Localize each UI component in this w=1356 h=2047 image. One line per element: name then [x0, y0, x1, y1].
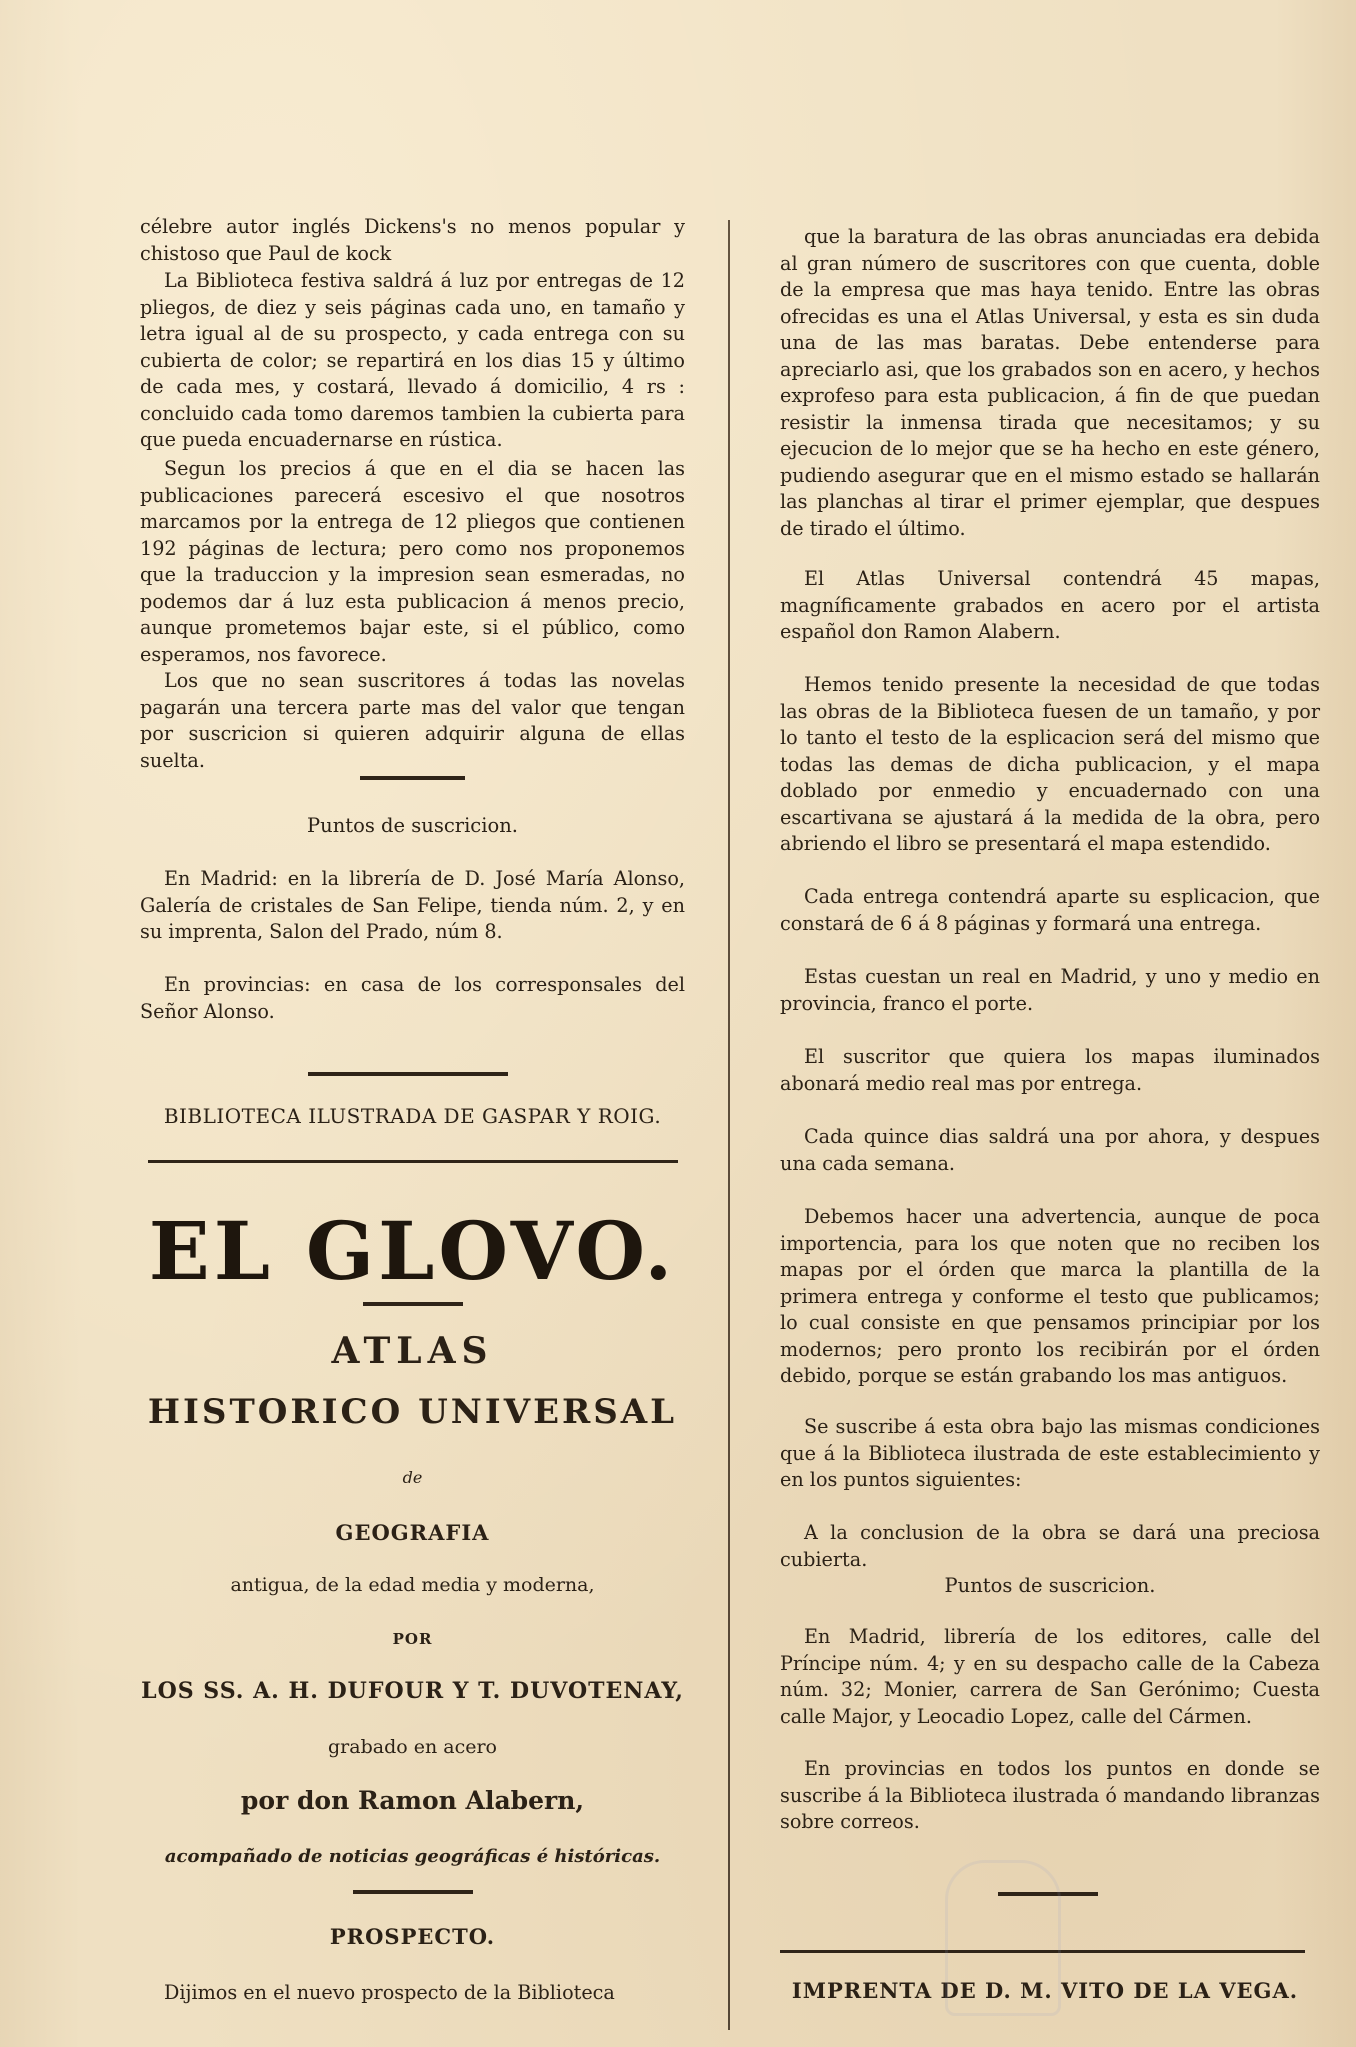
- right-paragraph-8: Debemos hacer una advertencia, aunque de poca importencia, para los que noten que no reciben los mapas por el órden que marca la plantilla de la primera entrega y conforme el testo que publicamos; lo cual consiste en que pensamos principiar por los modernos; pero pronto los recibirán por el órden debido, porque se están grabando los mas antiguos.: [780, 1205, 1320, 1387]
- right-paragraph-4: Cada entrega contendrá aparte su esplicacion, que constará de 6 á 8 páginas y formará una entrega.: [780, 885, 1320, 935]
- acompanado-line: acompañado de noticias geográficas é históricas.: [164, 1846, 661, 1867]
- authors-line: LOS SS. A. H. DUFOUR Y T. DUVOTENAY,: [141, 1678, 684, 1704]
- right-paragraph-7: Cada quince dias saldrá una por ahora, y despues una cada semana.: [780, 1125, 1320, 1175]
- right-paragraph-6: El suscritor que quiera los mapas iluminados abonará medio real mas por entrega.: [780, 1045, 1320, 1095]
- library-stamp-watermark: [945, 1860, 1061, 2016]
- left-paragraph-1: célebre autor inglés Dickens's no menos popular y chistoso que Paul de kock: [140, 215, 685, 265]
- left-subscription-heading: Puntos de suscricion.: [307, 814, 518, 837]
- atlas-heading: ATLAS: [331, 1330, 494, 1372]
- ornament-rule: [308, 1072, 508, 1076]
- right-provinces-points: En provincias en todos los puntos en donde se suscribe á la Biblioteca ilustrada ó mandando libranzas sobre correos.: [780, 1757, 1320, 1833]
- publication-title: EL GLOVO.: [148, 1204, 677, 1298]
- section-rule: [148, 1160, 678, 1163]
- left-provinces-points: En provincias: en casa de los corresponsales del Señor Alonso.: [140, 973, 685, 1023]
- right-paragraph-1: que la baratura de las obras anunciadas era debida al gran número de suscritores con que cuenta, doble de la empresa que mas haya tenido. Entre las obras ofrecidas es una el Atlas Universal, y esta es sin duda una de las mas baratas. Debe entenderse para apreciarlo asi, que los grabados son en acero, y hechos exprofeso para esta publicacion, á fin de que puedan resistir la inmensa tirada que necesitamos; y su ejecucion de lo mejor que se ha hecho en este género, pudiendo asegurar que en el mismo estado se hallarán las planchas al tirar el primer ejemplar, que despues de tirado el último.: [780, 225, 1320, 540]
- short-rule: [360, 776, 465, 780]
- left-madrid-points: En Madrid: en la librería de D. José María Alonso, Galería de cristales de San Felipe, tienda núm. 2, y en su imprenta, Salon del Prado, núm 8.: [140, 867, 685, 943]
- de-label: de: [402, 1468, 423, 1487]
- right-paragraph-5: Estas cuestan un real en Madrid, y uno y medio en provincia, franco el porte.: [780, 965, 1320, 1015]
- left-paragraph-3: Segun los precios á que en el dia se hacen las publicaciones parecerá escesivo el que nosotros marcamos por la entrega de 12 pliegos que contienen 192 páginas de lectura; pero como nos proponemos que la traduccion y la impresion sean esmeradas, no podemos dar á luz esta publicacion á menos precio, aunque prometemos bajar este, si el público, como esperamos, nos favorece.: [140, 457, 685, 666]
- right-paragraph-3: Hemos tenido presente la necesidad de que todas las obras de la Biblioteca fuesen de un tamaño, y por lo tanto el testo de la esplicacion será del mismo que todas las demas de dicha publicacion, y el mapa doblado por enmedio y encuadernado con una escartivana se ajustará á la medida de la obra, pero abriendo el libro se presentará el mapa estendido.: [780, 673, 1320, 855]
- left-paragraph-4: Los que no sean suscritores á todas las novelas pagarán una tercera parte mas del valor que tengan por suscricion si quieren adquirir alguna de ellas suelta.: [140, 669, 685, 772]
- antigua-line: antigua, de la edad media y moderna,: [230, 1574, 595, 1596]
- historico-universal-heading: HISTORICO UNIVERSAL: [147, 1392, 678, 1432]
- prospecto-heading: PROSPECTO.: [329, 1924, 496, 1949]
- left-prospecto-start: Dijimos en el nuevo prospecto de la Biblioteca: [164, 1981, 615, 2004]
- prospecto-rule: [353, 1890, 473, 1894]
- engraver-line: por don Ramon Alabern,: [240, 1786, 585, 1815]
- geografia-heading: GEOGRAFIA: [335, 1520, 490, 1545]
- column-divider: [728, 220, 730, 2030]
- right-paragraph-10: A la conclusion de la obra se dará una preciosa cubierta.: [780, 1521, 1320, 1571]
- right-subscription-heading: Puntos de suscricion.: [944, 1574, 1156, 1597]
- printer-imprint: IMPRENTA DE D. M. VITO DE LA VEGA.: [791, 1978, 1299, 2003]
- right-madrid-points: En Madrid, librería de los editores, calle del Príncipe núm. 4; y en su despacho calle de la Cabeza núm. 32; Monier, carrera de San Gerónimo; Cuesta calle Major, y Leocadio Lopez, calle del Cármen.: [780, 1625, 1320, 1728]
- grabado-line: grabado en acero: [328, 1736, 497, 1758]
- biblioteca-heading: BIBLIOTECA ILUSTRADA DE GASPAR Y ROIG.: [163, 1104, 662, 1128]
- right-paragraph-9: Se suscribe á esta obra bajo las mismas condiciones que á la Biblioteca ilustrada de este establecimiento y en los puntos siguientes:: [780, 1415, 1320, 1491]
- left-paragraph-2: La Biblioteca festiva saldrá á luz por entregas de 12 pliegos, de diez y seis páginas cada uno, en tamaño y letra igual al de su prospecto, y cada entrega con su cubierta de color; se repartirá en los dias 15 y último de cada mes, y costará, llevado á domicilio, 4 rs : concluido cada tomo daremos tambien la cubierta para que pueda encuadernarse en rústica.: [140, 269, 685, 451]
- por-label: POR: [392, 1630, 433, 1648]
- title-rule: [363, 1302, 463, 1306]
- right-paragraph-2: El Atlas Universal contendrá 45 mapas, magníficamente grabados en acero por el artista español don Ramon Alabern.: [780, 567, 1320, 643]
